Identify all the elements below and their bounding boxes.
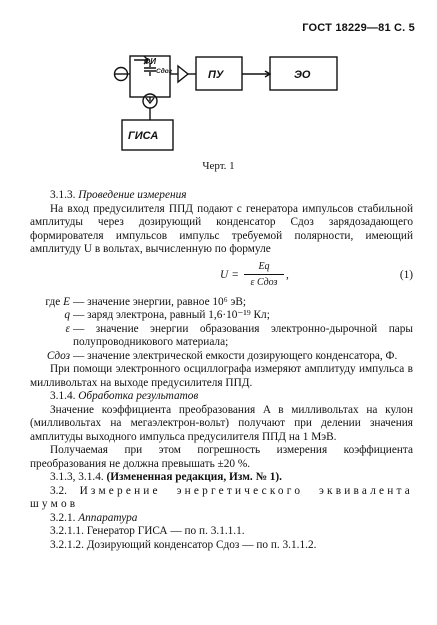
formula-number: (1) — [399, 268, 413, 281]
pu-label: ПУ — [208, 69, 224, 81]
item-3212: 3.2.1.2. Дозирующий конденсатор Cдоз — по п. 3.1.1.2. — [50, 538, 317, 551]
amendment-note: 3.1.3, 3.1.4. (Измененная редакция, Изм. № 1). — [50, 471, 282, 483]
page-header: ГОСТ 18229—81 С. 5 — [302, 22, 415, 34]
section-heading-313: 3.1.3. Проведение измерения — [50, 189, 187, 201]
figure-caption: Черт. 1 — [202, 160, 235, 172]
formula-1: U = Eq ε Cдоз , (1) — [220, 260, 413, 288]
definition-cdoz: Cдоз — значение электрической емкости дозирующего конденсатора, Ф. — [46, 349, 398, 362]
cdoz-label: Cдоз — [156, 68, 172, 75]
section-heading-32: 3.2. Измерение энергетического эквивалента шумов — [30, 484, 413, 510]
paragraph-2: При помощи электронного осциллографа измеряют амплитуду импульса в милливольтах на выходе предусилителя ППД. — [30, 363, 413, 389]
section-heading-314: 3.1.4. Обработка результатов — [50, 390, 199, 402]
definition-epsilon: ε — значение энергии образования электронно-дырочной пары полупроводникового материала; — [65, 322, 413, 348]
block-diagram — [0, 0, 437, 160]
item-3211: 3.2.1.1. Генератор ГИСА — по п. 3.1.1.1. — [50, 525, 245, 537]
paragraph-1: На вход предусилителя ППД подают с генератора импульсов стабильной амплитуды через дозирующий конденсатор Cдоз зарядозадающего формирователя импульсов импульс требуемой полярности, имеющий амплитуду U в вольтах, вычисленную по формуле — [30, 202, 413, 255]
definition-q: q — заряд электрона, равный 1,6·10⁻¹⁹ Кл; — [64, 309, 270, 321]
section-heading-321: 3.2.1. Аппаратура — [50, 511, 138, 524]
fi-label: ФИ — [144, 57, 156, 66]
definition-e: где E — значение энергии, равное 10⁶ эВ; — [45, 295, 246, 308]
gisa-label: ГИСА — [128, 130, 159, 142]
eo-label: ЭО — [294, 69, 311, 81]
paragraph-3: Значение коэффициента преобразования A в милливольтах на кулон (милливольтах на мегаэлектрон-вольт) получают при делении значения амплитуды выходного импульса предусилителя ППД на 1 МэВ. — [30, 403, 413, 443]
paragraph-4: Получаемая при этом погрешность измерения коэффициента преобразования не должна превышать ±20 %. — [30, 444, 413, 470]
formula-fraction: Eq ε Cдоз — [244, 260, 284, 290]
document-body — [30, 189, 413, 552]
